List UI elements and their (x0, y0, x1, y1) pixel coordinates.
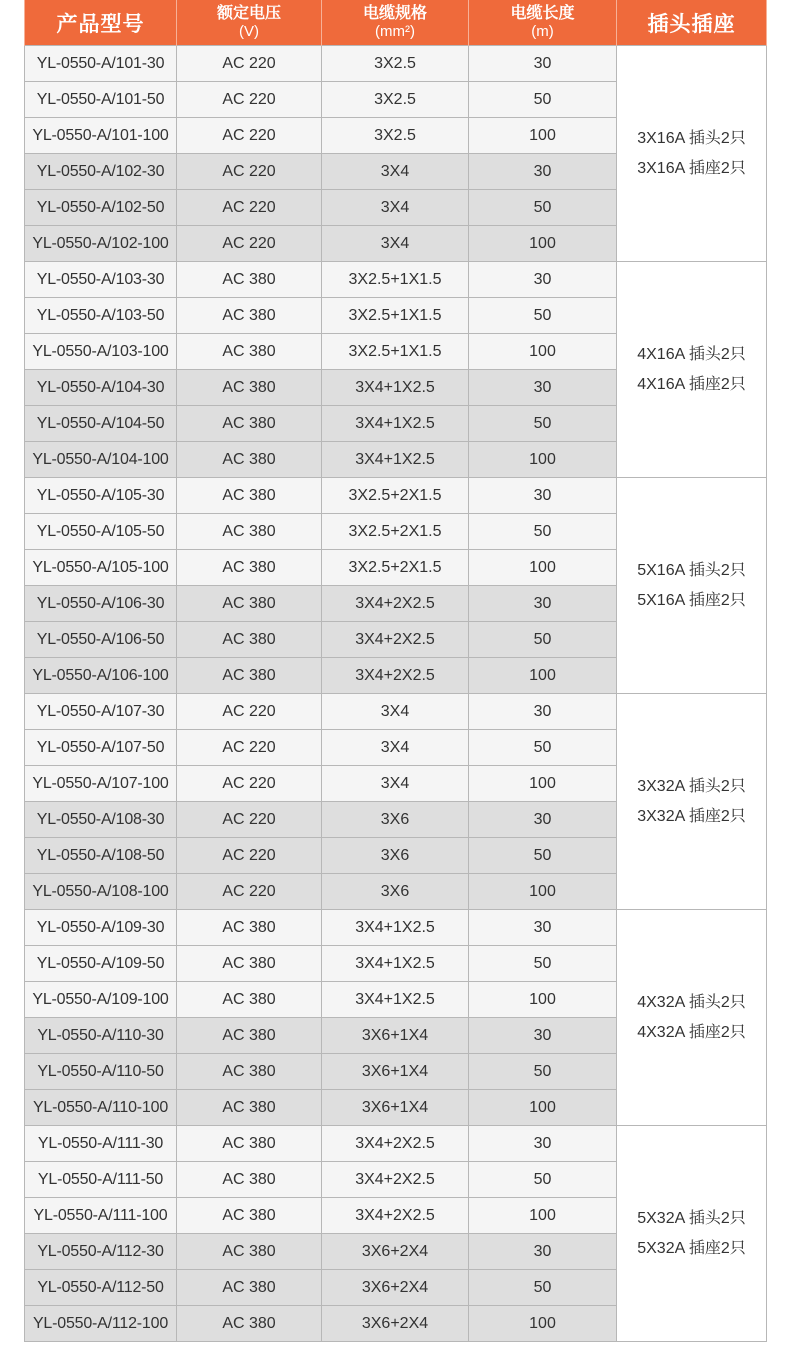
spec-cell: 3X6+1X4 (322, 1090, 469, 1126)
length-cell: 50 (469, 730, 617, 766)
spec-cell: 3X4+2X2.5 (322, 622, 469, 658)
model-cell: YL-0550-A/110-100 (25, 1090, 177, 1126)
header-plug-label: 插头插座 (647, 12, 736, 36)
length-cell: 50 (469, 622, 617, 658)
spec-cell: 3X4+2X2.5 (322, 1162, 469, 1198)
header-length-unit: (m) (531, 22, 554, 40)
header-spec (322, 0, 469, 46)
length-cell: 30 (469, 586, 617, 622)
spec-cell: 3X4+1X2.5 (322, 442, 469, 478)
spec-cell: 3X4+1X2.5 (322, 370, 469, 406)
spec-cell: 3X4+2X2.5 (322, 1198, 469, 1234)
table-row (25, 1126, 767, 1162)
header-model (25, 0, 177, 46)
plug-line: 3X16A 插头2只 (637, 129, 746, 147)
model-cell: YL-0550-A/105-30 (25, 478, 177, 514)
header-length (469, 0, 617, 46)
voltage-cell: AC 380 (177, 514, 322, 550)
plug-line: 4X16A 插头2只 (637, 345, 746, 363)
socket-line: 4X16A 插座2只 (637, 375, 746, 393)
model-cell: YL-0550-A/110-30 (25, 1018, 177, 1054)
length-cell: 30 (469, 1234, 617, 1270)
voltage-cell: AC 380 (177, 1234, 322, 1270)
length-cell: 100 (469, 1090, 617, 1126)
model-cell: YL-0550-A/104-30 (25, 370, 177, 406)
plug-socket-cell (617, 478, 767, 694)
spec-cell: 3X6+2X4 (322, 1270, 469, 1306)
socket-line: 3X32A 插座2只 (637, 807, 746, 825)
model-cell: YL-0550-A/104-50 (25, 406, 177, 442)
spec-cell: 3X4 (322, 154, 469, 190)
spec-cell: 3X4+2X2.5 (322, 1126, 469, 1162)
table-row (25, 478, 767, 514)
voltage-cell: AC 380 (177, 334, 322, 370)
voltage-cell: AC 380 (177, 262, 322, 298)
length-cell: 30 (469, 46, 617, 82)
spec-table (24, 0, 767, 1342)
spec-cell: 3X2.5+2X1.5 (322, 514, 469, 550)
plug-socket-cell (617, 694, 767, 910)
voltage-cell: AC 380 (177, 1270, 322, 1306)
header-model-label: 产品型号 (56, 12, 145, 36)
model-cell: YL-0550-A/103-50 (25, 298, 177, 334)
model-cell: YL-0550-A/102-100 (25, 226, 177, 262)
voltage-cell: AC 380 (177, 478, 322, 514)
length-cell: 30 (469, 370, 617, 406)
voltage-cell: AC 380 (177, 1306, 322, 1342)
spec-cell: 3X2.5+1X1.5 (322, 298, 469, 334)
model-cell: YL-0550-A/107-30 (25, 694, 177, 730)
spec-cell: 3X2.5 (322, 46, 469, 82)
header-voltage (177, 0, 322, 46)
voltage-cell: AC 380 (177, 1198, 322, 1234)
length-cell: 50 (469, 1270, 617, 1306)
length-cell: 30 (469, 478, 617, 514)
voltage-cell: AC 380 (177, 298, 322, 334)
model-cell: YL-0550-A/110-50 (25, 1054, 177, 1090)
length-cell: 100 (469, 550, 617, 586)
voltage-cell: AC 380 (177, 1126, 322, 1162)
spec-cell: 3X6+1X4 (322, 1018, 469, 1054)
table-header (25, 0, 767, 46)
model-cell: YL-0550-A/111-100 (25, 1198, 177, 1234)
model-cell: YL-0550-A/106-50 (25, 622, 177, 658)
voltage-cell: AC 380 (177, 442, 322, 478)
plug-socket-cell (617, 46, 767, 262)
plug-socket-cell (617, 1126, 767, 1342)
model-cell: YL-0550-A/109-30 (25, 910, 177, 946)
length-cell: 100 (469, 766, 617, 802)
length-cell: 100 (469, 658, 617, 694)
model-cell: YL-0550-A/105-100 (25, 550, 177, 586)
spec-cell: 3X4+2X2.5 (322, 586, 469, 622)
length-cell: 30 (469, 1018, 617, 1054)
length-cell: 50 (469, 298, 617, 334)
spec-cell: 3X4+1X2.5 (322, 406, 469, 442)
header-length-label: 电缆长度 (510, 4, 575, 22)
spec-cell: 3X4+2X2.5 (322, 658, 469, 694)
spec-cell: 3X6+1X4 (322, 1054, 469, 1090)
length-cell: 30 (469, 262, 617, 298)
length-cell: 50 (469, 406, 617, 442)
table-row (25, 694, 767, 730)
length-cell: 30 (469, 1126, 617, 1162)
model-cell: YL-0550-A/111-50 (25, 1162, 177, 1198)
voltage-cell: AC 220 (177, 154, 322, 190)
spec-cell: 3X2.5 (322, 82, 469, 118)
length-cell: 50 (469, 1054, 617, 1090)
voltage-cell: AC 220 (177, 694, 322, 730)
socket-line: 5X32A 插座2只 (637, 1239, 746, 1257)
spec-cell: 3X2.5+2X1.5 (322, 550, 469, 586)
voltage-cell: AC 380 (177, 622, 322, 658)
table-row (25, 910, 767, 946)
length-cell: 50 (469, 946, 617, 982)
plug-line: 3X32A 插头2只 (637, 777, 746, 795)
spec-cell: 3X4 (322, 766, 469, 802)
voltage-cell: AC 220 (177, 82, 322, 118)
voltage-cell: AC 380 (177, 1018, 322, 1054)
voltage-cell: AC 220 (177, 838, 322, 874)
model-cell: YL-0550-A/108-100 (25, 874, 177, 910)
header-spec-label: 电缆规格 (362, 4, 427, 22)
table-row (25, 262, 767, 298)
socket-line: 3X16A 插座2只 (637, 159, 746, 177)
spec-cell: 3X6+2X4 (322, 1306, 469, 1342)
length-cell: 50 (469, 1162, 617, 1198)
spec-cell: 3X2.5+1X1.5 (322, 262, 469, 298)
spec-cell: 3X2.5 (322, 118, 469, 154)
voltage-cell: AC 380 (177, 910, 322, 946)
length-cell: 50 (469, 514, 617, 550)
plug-line: 5X32A 插头2只 (637, 1209, 746, 1227)
spec-cell: 3X4+1X2.5 (322, 910, 469, 946)
length-cell: 100 (469, 874, 617, 910)
length-cell: 100 (469, 118, 617, 154)
length-cell: 100 (469, 1198, 617, 1234)
plug-line: 4X32A 插头2只 (637, 993, 746, 1011)
socket-line: 4X32A 插座2只 (637, 1023, 746, 1041)
socket-line: 5X16A 插座2只 (637, 591, 746, 609)
model-cell: YL-0550-A/105-50 (25, 514, 177, 550)
length-cell: 100 (469, 334, 617, 370)
spec-cell: 3X6 (322, 838, 469, 874)
voltage-cell: AC 380 (177, 406, 322, 442)
model-cell: YL-0550-A/108-50 (25, 838, 177, 874)
header-voltage-unit: (V) (239, 22, 259, 40)
spec-cell: 3X4+1X2.5 (322, 946, 469, 982)
length-cell: 100 (469, 982, 617, 1018)
spec-cell: 3X4+1X2.5 (322, 982, 469, 1018)
model-cell: YL-0550-A/103-100 (25, 334, 177, 370)
spec-cell: 3X6+2X4 (322, 1234, 469, 1270)
voltage-cell: AC 380 (177, 1162, 322, 1198)
length-cell: 30 (469, 154, 617, 190)
spec-cell: 3X4 (322, 226, 469, 262)
plug-socket-cell (617, 262, 767, 478)
length-cell: 30 (469, 802, 617, 838)
model-cell: YL-0550-A/112-100 (25, 1306, 177, 1342)
voltage-cell: AC 380 (177, 658, 322, 694)
model-cell: YL-0550-A/103-30 (25, 262, 177, 298)
spec-cell: 3X2.5+2X1.5 (322, 478, 469, 514)
header-voltage-label: 额定电压 (216, 4, 281, 22)
model-cell: YL-0550-A/102-30 (25, 154, 177, 190)
spec-cell: 3X4 (322, 190, 469, 226)
model-cell: YL-0550-A/107-100 (25, 766, 177, 802)
length-cell: 50 (469, 190, 617, 226)
spec-cell: 3X4 (322, 694, 469, 730)
length-cell: 50 (469, 838, 617, 874)
voltage-cell: AC 380 (177, 1090, 322, 1126)
voltage-cell: AC 220 (177, 874, 322, 910)
voltage-cell: AC 380 (177, 550, 322, 586)
voltage-cell: AC 220 (177, 118, 322, 154)
length-cell: 100 (469, 442, 617, 478)
length-cell: 100 (469, 1306, 617, 1342)
plug-line: 5X16A 插头2只 (637, 561, 746, 579)
length-cell: 100 (469, 226, 617, 262)
spec-cell: 3X6 (322, 802, 469, 838)
voltage-cell: AC 380 (177, 370, 322, 406)
table-row (25, 46, 767, 82)
header-plug (617, 0, 767, 46)
voltage-cell: AC 220 (177, 730, 322, 766)
table-body (25, 46, 767, 1342)
length-cell: 30 (469, 910, 617, 946)
voltage-cell: AC 220 (177, 802, 322, 838)
voltage-cell: AC 380 (177, 586, 322, 622)
length-cell: 30 (469, 694, 617, 730)
model-cell: YL-0550-A/112-30 (25, 1234, 177, 1270)
length-cell: 50 (469, 82, 617, 118)
plug-socket-cell (617, 910, 767, 1126)
voltage-cell: AC 220 (177, 190, 322, 226)
voltage-cell: AC 220 (177, 46, 322, 82)
header-row (25, 0, 767, 46)
spec-cell: 3X6 (322, 874, 469, 910)
voltage-cell: AC 380 (177, 1054, 322, 1090)
model-cell: YL-0550-A/101-100 (25, 118, 177, 154)
model-cell: YL-0550-A/104-100 (25, 442, 177, 478)
model-cell: YL-0550-A/101-50 (25, 82, 177, 118)
model-cell: YL-0550-A/102-50 (25, 190, 177, 226)
voltage-cell: AC 380 (177, 946, 322, 982)
model-cell: YL-0550-A/106-30 (25, 586, 177, 622)
model-cell: YL-0550-A/109-100 (25, 982, 177, 1018)
voltage-cell: AC 220 (177, 226, 322, 262)
voltage-cell: AC 380 (177, 982, 322, 1018)
voltage-cell: AC 220 (177, 766, 322, 802)
model-cell: YL-0550-A/112-50 (25, 1270, 177, 1306)
model-cell: YL-0550-A/101-30 (25, 46, 177, 82)
spec-cell: 3X4 (322, 730, 469, 766)
model-cell: YL-0550-A/107-50 (25, 730, 177, 766)
model-cell: YL-0550-A/108-30 (25, 802, 177, 838)
header-spec-unit: (mm²) (375, 22, 415, 40)
model-cell: YL-0550-A/106-100 (25, 658, 177, 694)
model-cell: YL-0550-A/111-30 (25, 1126, 177, 1162)
model-cell: YL-0550-A/109-50 (25, 946, 177, 982)
spec-cell: 3X2.5+1X1.5 (322, 334, 469, 370)
